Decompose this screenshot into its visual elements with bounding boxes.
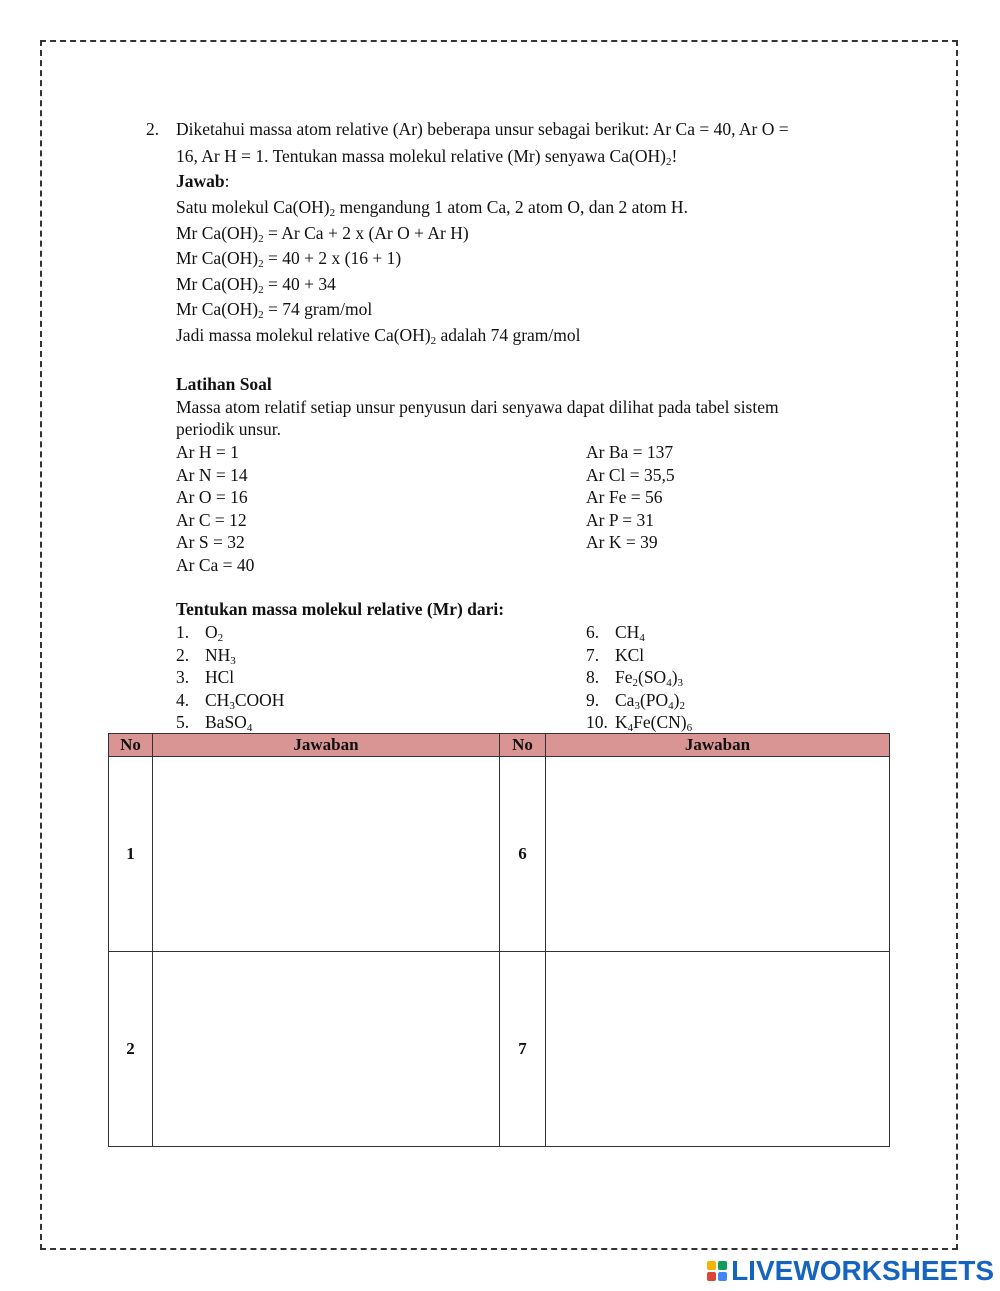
task-item: 2. $NH_3$: [176, 644, 236, 667]
ar-value: Ar Cl = 35,5: [586, 464, 675, 485]
latihan-title: Latihan Soal: [176, 374, 272, 394]
question-number: 2.: [146, 119, 160, 139]
task-item: 1. $O_2$: [176, 622, 224, 644]
solution-line: Mr $Ca(OH)_2 = 40 + 2$ x (16 + 1): [176, 248, 402, 271]
answer-table: [108, 733, 890, 1147]
solution-line: Mr $Ca(OH)_2 = 74$ gram/mol: [176, 299, 373, 322]
ar-value: Ar N = 14: [176, 464, 248, 485]
solution-line: Jadi massa molekul relative $Ca(OH)_2$ adalah 74 gram/mol: [176, 325, 581, 347]
task-title: Tentukan massa molekul relative (Mr) dari:: [176, 599, 505, 619]
row-number: 6: [500, 757, 546, 952]
ar-value: Ar O = 16: [176, 487, 248, 507]
ar-value: Ar Ca = 40: [176, 554, 255, 575]
row-number: 1: [109, 757, 153, 952]
latihan-intro-line2: periodik unsur.: [176, 419, 281, 439]
ar-value: Ar Fe = 56: [586, 487, 663, 507]
jawab-heading: Jawab:: [176, 171, 230, 191]
task-item: 9. $Ca_3(PO_4)_2$: [586, 689, 685, 712]
header-no: No: [109, 734, 153, 757]
table-row: [109, 757, 890, 952]
task-item: 8. $Fe_2(SO_4)_3$: [586, 667, 684, 689]
task-item: 7. KCl: [586, 644, 645, 665]
task-item: 5. BaSO$_4$: [176, 712, 253, 734]
brand-text: LIVEWORKSHEETS: [731, 1255, 994, 1286]
ar-value: Ar Ba = 137: [586, 442, 674, 462]
row-number: 7: [500, 952, 546, 1147]
solution-line: Mr $Ca(OH)_2 = Ar$ Ca + 2 x (Ar O + Ar H): [176, 222, 469, 245]
row-number: 2: [109, 952, 153, 1147]
answer-box[interactable]: [153, 757, 500, 952]
liveworksheets-logo-icon: [707, 1261, 727, 1281]
ar-value: Ar S = 32: [176, 532, 245, 552]
solution-line: Mr $Ca(OH)_2 = 40 + 34$: [176, 273, 336, 296]
answer-box[interactable]: [546, 757, 890, 952]
ar-value: Ar P = 31: [586, 509, 655, 530]
question-text-line1: Diketahui massa atom relative (Ar) beberapa unsur sebagai berikut: Ar Ca = 40, Ar O =: [176, 119, 789, 139]
ar-value: Ar H = 1: [176, 442, 239, 462]
latihan-intro-line1: Massa atom relatif setiap unsur penyusun dari senyawa dapat dilihat pada tabel sistem: [176, 397, 779, 417]
task-item: 3. HCl: [176, 667, 235, 687]
task-item: 10. $K_4Fe(CN)_6$: [586, 712, 693, 734]
header-jawaban: Jawaban: [546, 734, 890, 757]
header-no: No: [500, 734, 546, 757]
header-jawaban: Jawaban: [153, 734, 500, 757]
table-row: [109, 952, 890, 1147]
question-text-line2: 16, Ar H = 1. Tentukan massa molekul relative (Mr) senyawa $Ca(OH)_2$!: [176, 146, 678, 168]
answer-box[interactable]: [546, 952, 890, 1147]
answer-box[interactable]: [153, 952, 500, 1147]
task-item: 6. $CH_4$: [586, 622, 645, 644]
liveworksheets-brand: [707, 1255, 994, 1287]
solution-line: Satu molekul $Ca(OH)_2$ mengandung 1 atom Ca, 2 atom O, dan 2 atom H.: [176, 197, 688, 219]
ar-value: Ar C = 12: [176, 509, 247, 530]
task-item: 4. $CH_3COOH$: [176, 689, 285, 712]
answer-table-header: [109, 734, 890, 757]
ar-value: Ar K = 39: [586, 532, 658, 552]
